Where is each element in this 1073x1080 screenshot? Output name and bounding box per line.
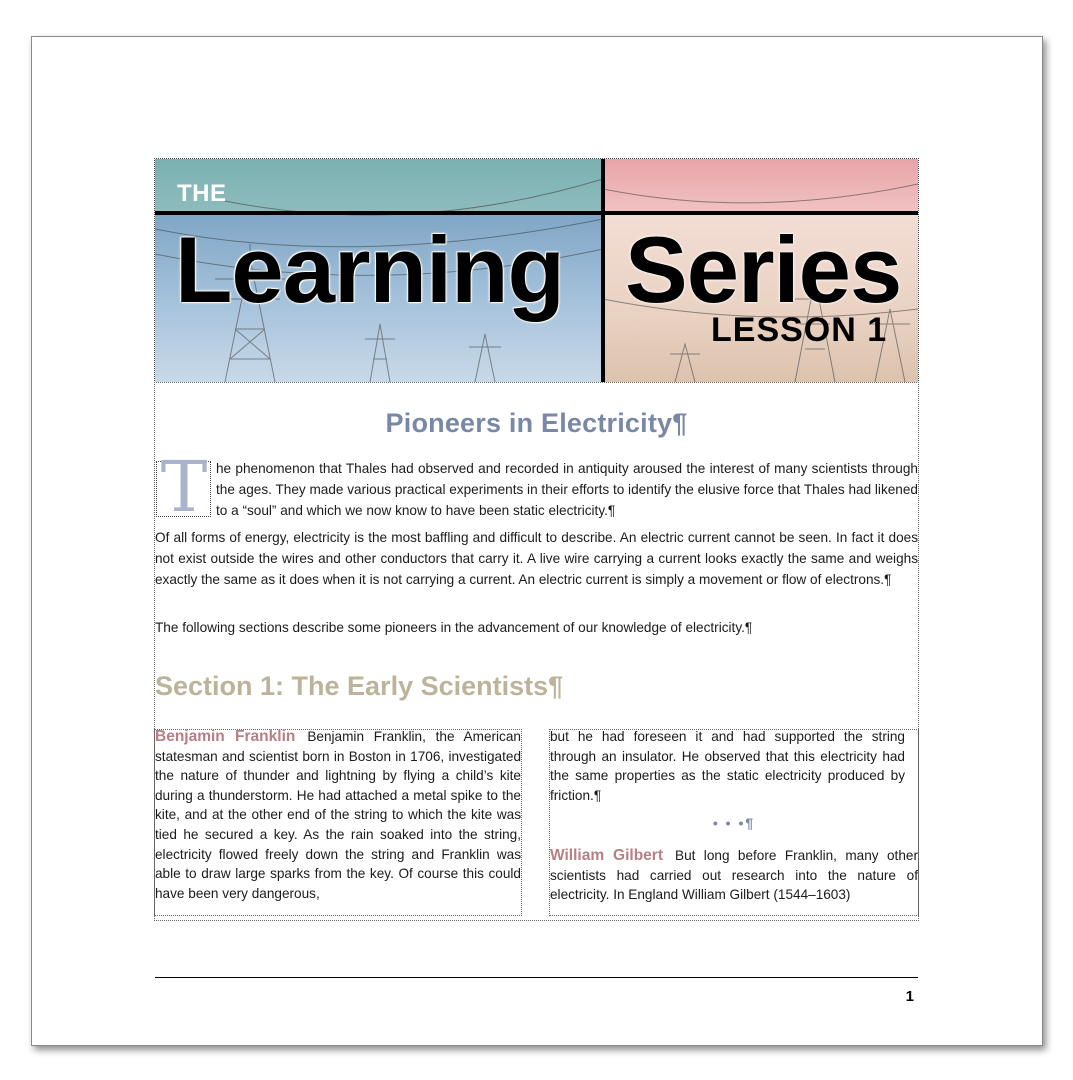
franklin-paragraph [155, 727, 521, 903]
article-title: Pioneers in Electricity¶ [385, 408, 688, 438]
section-separator: • • •¶ [712, 815, 756, 831]
gilbert-text: But long before Franklin, many other scientists had carried out research into the nature of electricity. In England William Gilbert (1544–1603) [550, 848, 918, 903]
footer-rule [155, 977, 918, 978]
gilbert-run-in-head: William Gilbert [550, 847, 663, 864]
banner-image [155, 159, 918, 382]
paragraph-3: The following sections describe some pioneers in the advancement of our knowledge of electricity.¶ [155, 620, 753, 635]
banner-series: Series [625, 217, 902, 322]
banner-vertical-rule [601, 159, 605, 382]
banner-horizontal-rule [155, 211, 918, 215]
banner-lesson: LESSON 1 [711, 311, 888, 349]
franklin-run-in-head: Benjamin Franklin [155, 728, 296, 745]
franklin-text: Benjamin Franklin, the American statesman and scientist born in Boston in 1706, investigated the nature of thunder and lightning by flying a child’s kite during a thunderstorm. He had attached a metal spike to the kite, and at the other end of the string to which the kite was tied he secured a key. As the rain soaked into the string, electricity flowed freely down the string and Franklin was able to draw large sparks from the key. Of course this could have been very dangerous, [155, 729, 521, 901]
franklin-continued: but he had foreseen it and had supported the string through an insulator. He observed that this electricity had the same properties as the static electricity produced by friction.¶ [550, 729, 905, 803]
banner-the: THE [177, 180, 227, 207]
drop-cap: T [160, 446, 208, 528]
gilbert-paragraph [550, 846, 918, 905]
section-heading: Section 1: The Early Scientists¶ [155, 671, 564, 701]
paragraph-2: Of all forms of energy, electricity is the most baffling and difficult to describe. An electric current cannot be seen. In fact it does not exist outside the wires and other conductors that carry it. A live wire carrying a current looks exactly the same and weighs exactly the same as it does when it is not carrying a current. An electric current is simply a movement or flow of electrons.¶ [155, 530, 918, 587]
paragraph-1: he phenomenon that Thales had observed and recorded in antiquity aroused the interest of many scientists through the ages. They made various practical experiments in their efforts to identify the elusive force that Thales had likened to a “soul” and which we now know to have been static electricity.¶ [216, 461, 918, 518]
page-number: 1 [905, 988, 914, 1005]
banner-learning: Learning [175, 217, 564, 322]
